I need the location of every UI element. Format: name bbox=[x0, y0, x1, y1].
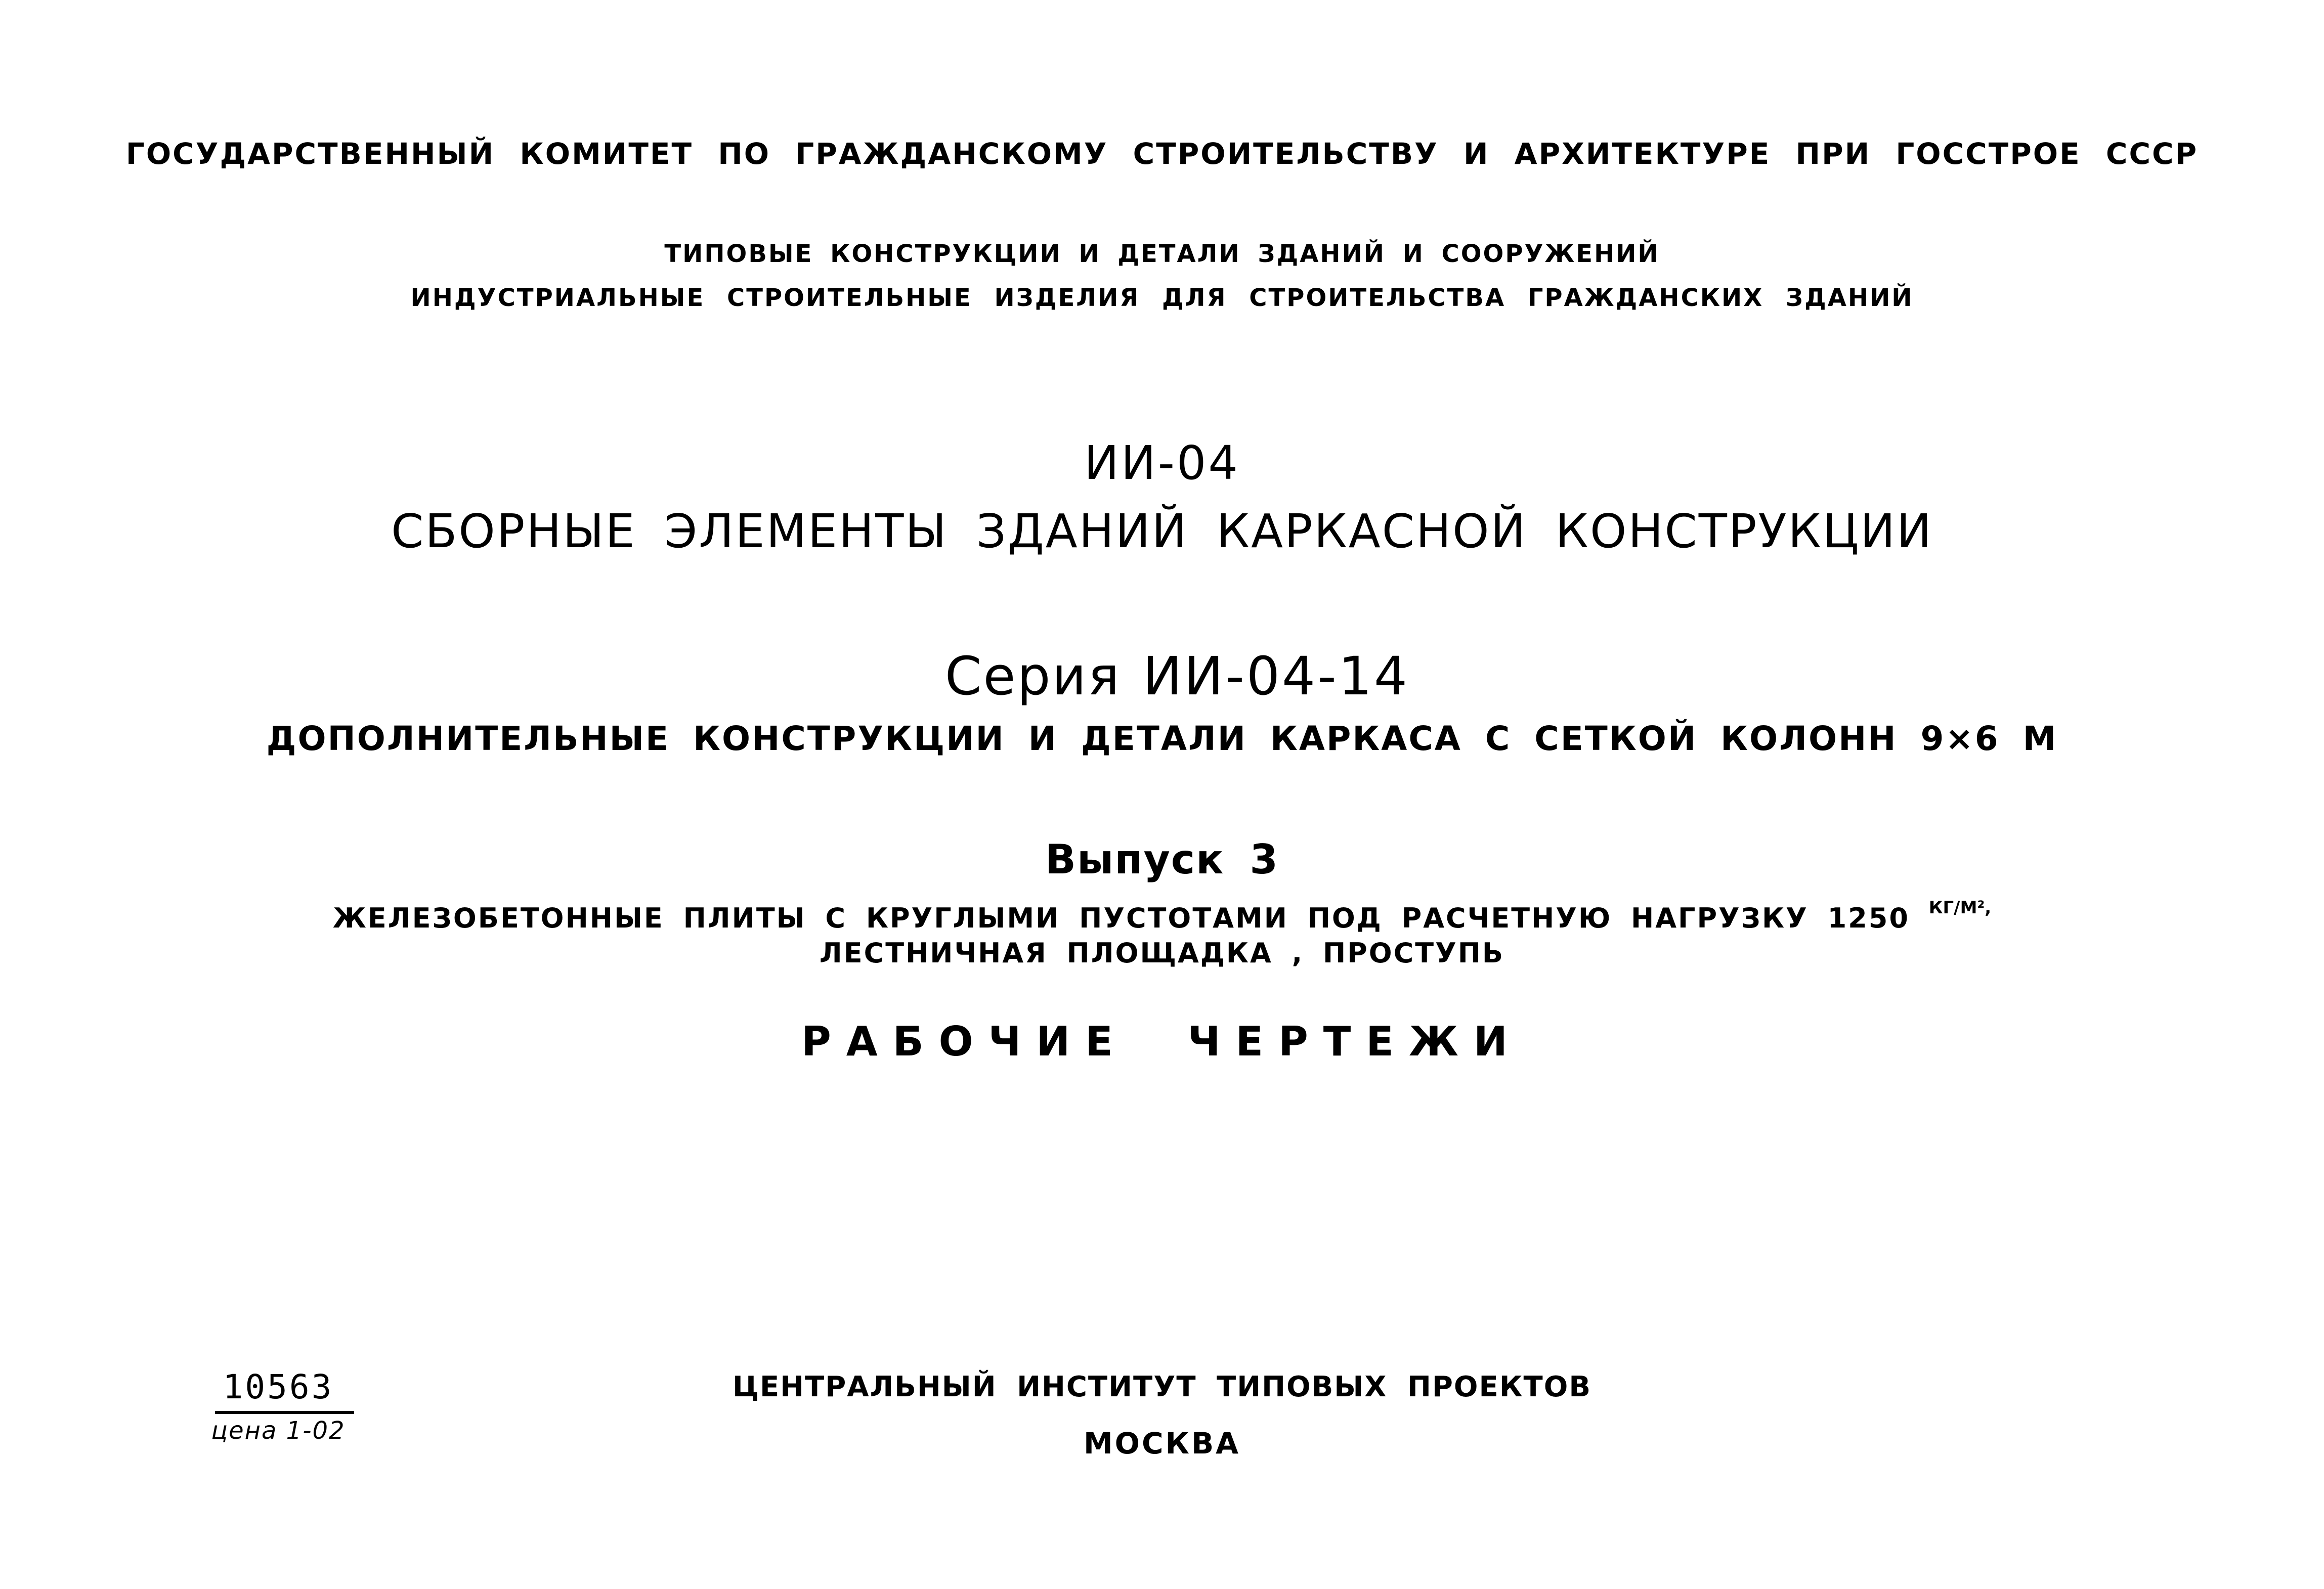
collection-code: ИИ-04 bbox=[1084, 436, 1240, 490]
category-line-2: ИНДУСТРИАЛЬНЫЕ СТРОИТЕЛЬНЫЕ ИЗДЕЛИЯ ДЛЯ СТРОИТЕЛЬСТВА ГРАЖДАНСКИХ ЗДАНИЙ bbox=[410, 284, 1914, 312]
issue-description-line-1 bbox=[0, 899, 2324, 932]
document-type: РАБОЧИЕ ЧЕРТЕЖИ bbox=[801, 1018, 1523, 1065]
issue-description-line-2: ЛЕСТНИЧНАЯ ПЛОЩАДКА , ПРОСТУПЬ bbox=[819, 937, 1505, 969]
load-unit: КГ/М², bbox=[1928, 898, 1992, 918]
agency-heading: ГОСУДАРСТВЕННЫЙ КОМИТЕТ ПО ГРАЖДАНСКОМУ СТРОИТЕЛЬСТВУ И АРХИТЕКТУРЕ ПРИ ГОССТРОЕ СССР bbox=[125, 137, 2199, 171]
series-label: Серия bbox=[944, 645, 1121, 707]
series-subtitle: ДОПОЛНИТЕЛЬНЫЕ КОНСТРУКЦИИ И ДЕТАЛИ КАРКАСА С СЕТКОЙ КОЛОНН 9×6 М bbox=[266, 719, 2058, 758]
series-heading bbox=[0, 645, 2324, 707]
series-code: ИИ-04-14 bbox=[1142, 645, 1410, 707]
issue-description-text: ЖЕЛЕЗОБЕТОННЫЕ ПЛИТЫ С КРУГЛЫМИ ПУСТОТАМИ ПОД РАСЧЕТНУЮ НАГРУЗКУ 1250 bbox=[332, 902, 1910, 934]
issue-heading bbox=[0, 836, 2324, 883]
catalog-price: цена 1-02 bbox=[211, 1417, 346, 1445]
issue-label: Выпуск bbox=[1045, 836, 1225, 883]
publisher-institute: ЦЕНТРАЛЬНЫЙ ИНСТИТУТ ТИПОВЫХ ПРОЕКТОВ bbox=[732, 1371, 1592, 1403]
category-line-1: ТИПОВЫЕ КОНСТРУКЦИИ И ДЕТАЛИ ЗДАНИЙ И СООРУЖЕНИЙ bbox=[664, 240, 1660, 268]
publisher-city: МОСКВА bbox=[1083, 1426, 1241, 1461]
issue-number: 3 bbox=[1250, 836, 1279, 883]
catalog-number: 10563 bbox=[223, 1367, 334, 1406]
collection-title: СБОРНЫЕ ЭЛЕМЕНТЫ ЗДАНИЙ КАРКАСНОЙ КОНСТРУКЦИИ bbox=[391, 504, 1933, 558]
catalog-divider bbox=[215, 1411, 354, 1414]
